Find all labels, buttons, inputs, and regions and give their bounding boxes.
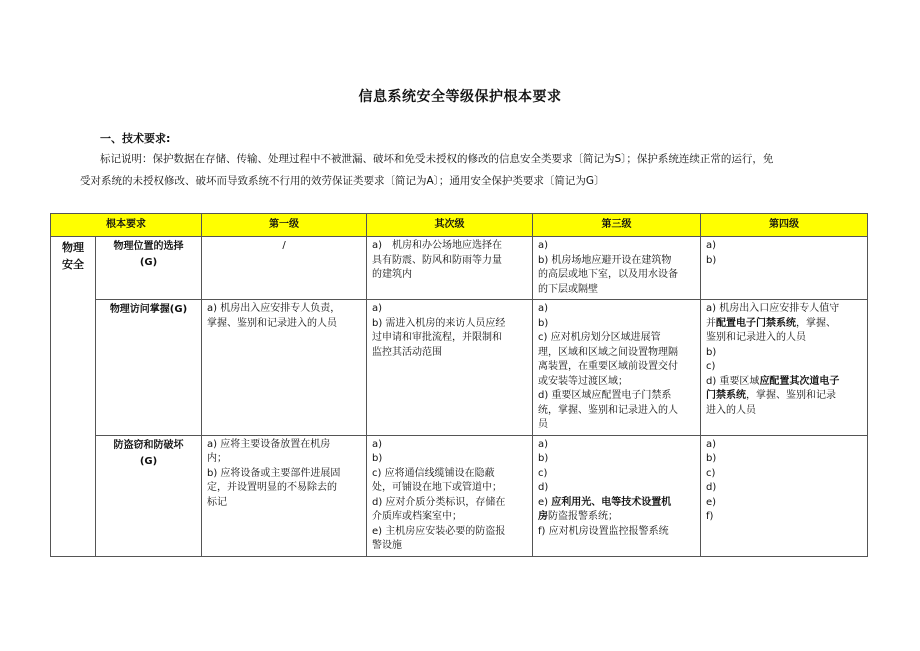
header-level-1: 第一级 [202, 214, 367, 237]
cell-level-2 [367, 237, 533, 300]
cell-line: 员 [538, 419, 548, 430]
header-level-2: 其次级 [367, 214, 533, 237]
cell-line [538, 510, 695, 525]
cell-line: c) 应将通信线缆铺设在隐蔽 [372, 467, 495, 479]
cell-level-3 [533, 300, 701, 436]
cell-line: f) 应对机房设置监控报警系统 [538, 525, 669, 537]
cell-line: d) [706, 482, 717, 493]
cell-line [706, 389, 862, 404]
category-physical-security: 物理 安全 [51, 237, 96, 557]
cell-bold-text: 应利用光、电等技术设置机 [551, 496, 672, 508]
cell-line: 的高层或地下室，以及用水设备 [538, 269, 678, 280]
cell-level-4 [701, 435, 868, 556]
cell-line: a) [372, 438, 383, 450]
cell-line: d) [538, 482, 549, 493]
item-anti-theft-and-damage: 防盗窃和防破坏 (G) [96, 435, 202, 556]
cell-line: a) [706, 240, 717, 251]
cell-line [706, 317, 862, 332]
cell-line: b) [706, 254, 717, 266]
cell-line: c) 应对机房划分区域进展管 [538, 332, 661, 343]
cell-level-1: / [202, 237, 367, 300]
cell-line: 的下层或隔壁 [538, 283, 598, 295]
cell-line: b) [538, 317, 549, 329]
cell-line: c) [538, 467, 548, 479]
cell-line: 离装置，在重要区域前设置交付 [538, 361, 678, 372]
cell-level-4 [701, 300, 868, 436]
cell-level-2 [367, 300, 533, 436]
header-level-3: 第三级 [533, 214, 701, 237]
cell-level-2 [367, 435, 533, 556]
cell-line: b) [538, 453, 549, 464]
cell-text: e) [538, 496, 552, 508]
cell-line: 的建筑内 [372, 269, 412, 280]
cell-line: b) 应将设备或主要部件进展固 [207, 467, 341, 479]
cell-line: f) [706, 511, 714, 522]
cell-line [706, 375, 862, 390]
cell-level-1 [202, 300, 367, 436]
cell-line: 或安装等过渡区域； [538, 375, 628, 387]
cell-line: 处，可铺设在地下或管道中； [372, 482, 502, 493]
cell-bold-text: 配置电子门禁系统 [716, 317, 796, 329]
cell-line: 警设施 [372, 540, 402, 551]
page-title: 信息系统安全等级保护根本要求 [358, 89, 562, 105]
cell-line: a) [706, 438, 717, 450]
requirements-table [50, 213, 868, 557]
cell-line: b) 需进入机房的来访人员应经 [372, 317, 506, 329]
notation-note-line-2: 受对系统的未授权修改、破坏而导致系统不行用的效劳保证类要求〔简记为A〕；通用安全保护类要求〔简记为G〕 [80, 175, 605, 187]
cell-bold-text: 门禁系统 [706, 390, 746, 401]
cell-bold-text: 房 [538, 511, 548, 522]
cell-line: d) 应对介质分类标识，存储在 [372, 496, 506, 508]
cell-level-1 [202, 435, 367, 556]
cell-line: a) 机房出入应安排专人负责， [207, 303, 341, 314]
cell-line: d) 重要区域应配置电子门禁系 [538, 390, 672, 401]
cell-line: 进入的人员 [706, 404, 756, 416]
cell-line: b) [706, 346, 717, 358]
item-physical-access-control: 物理访问掌握(G) [96, 300, 202, 436]
cell-level-3 [533, 435, 701, 556]
item-physical-location: 物理位置的选择 (G) [96, 237, 202, 300]
cell-line: 统，掌握、鉴别和记录进入的人 [538, 404, 678, 416]
cell-line: 具有防震、防风和防雨等力量 [372, 254, 502, 266]
cell-line: 介质库或档案室中； [372, 511, 462, 522]
cell-line: c) [706, 467, 716, 479]
cell-line: a) [538, 303, 549, 314]
cell-level-4 [701, 237, 868, 300]
cell-line: a) [372, 303, 383, 314]
cell-level-3 [533, 237, 701, 300]
cell-text: d) 重要区域 [706, 375, 760, 387]
cell-text: 并 [706, 317, 716, 329]
cell-line: a) 机房和办公场地应选择在 [372, 240, 503, 251]
cell-line: 定，并设置明显的不易除去的 [207, 482, 337, 493]
cell-text: 防盗报警系统； [548, 511, 618, 522]
cell-bold-text: 应配置其次道电子 [759, 375, 840, 387]
cell-line: a) [538, 438, 549, 450]
cell-line [538, 496, 695, 511]
cell-line: 理，区域和区域之间设置物理隔 [538, 346, 678, 358]
cell-line: b) 机房场地应避开设在建筑物 [538, 254, 672, 266]
cell-line: e) 主机房应安装必要的防盗报 [372, 525, 506, 537]
notation-note-line-1: 标记说明：保护数据在存储、传输、处理过程中不被泄漏、破坏和免受未授权的修改的信息安全类要求〔简记为S〕；保护系统连续正常的运行，免 [100, 153, 774, 165]
table-row [51, 300, 868, 436]
cell-line: c) [706, 361, 716, 372]
cell-line: a) 应将主要设备放置在机房 [207, 438, 331, 450]
cell-line: 标记 [207, 496, 227, 508]
header-level-4: 第四级 [701, 214, 868, 237]
table-row [51, 435, 868, 556]
header-basic-requirement: 根本要求 [51, 214, 202, 237]
cell-line: 掌握、鉴别和记录进入的人员 [207, 317, 337, 329]
cell-line: a) [538, 240, 549, 251]
cell-line: 鉴别和记录进入的人员 [706, 332, 806, 343]
cell-line: 过申请和审批流程，并限制和 [372, 332, 502, 343]
cell-line: e) [706, 496, 717, 508]
table-header-row [51, 214, 868, 237]
cell-text: ，掌握、 [796, 317, 836, 329]
table-row [51, 237, 868, 300]
cell-line: b) [372, 453, 383, 464]
cell-line: b) [706, 453, 717, 464]
cell-line: 监控其活动范围 [372, 346, 442, 358]
cell-text: ，掌握、鉴别和记录 [746, 390, 836, 401]
cell-line: a) 机房出入口应安排专人值守 [706, 303, 840, 314]
section-heading: 一、技术要求: [100, 132, 171, 145]
cell-line: 内； [207, 453, 227, 464]
